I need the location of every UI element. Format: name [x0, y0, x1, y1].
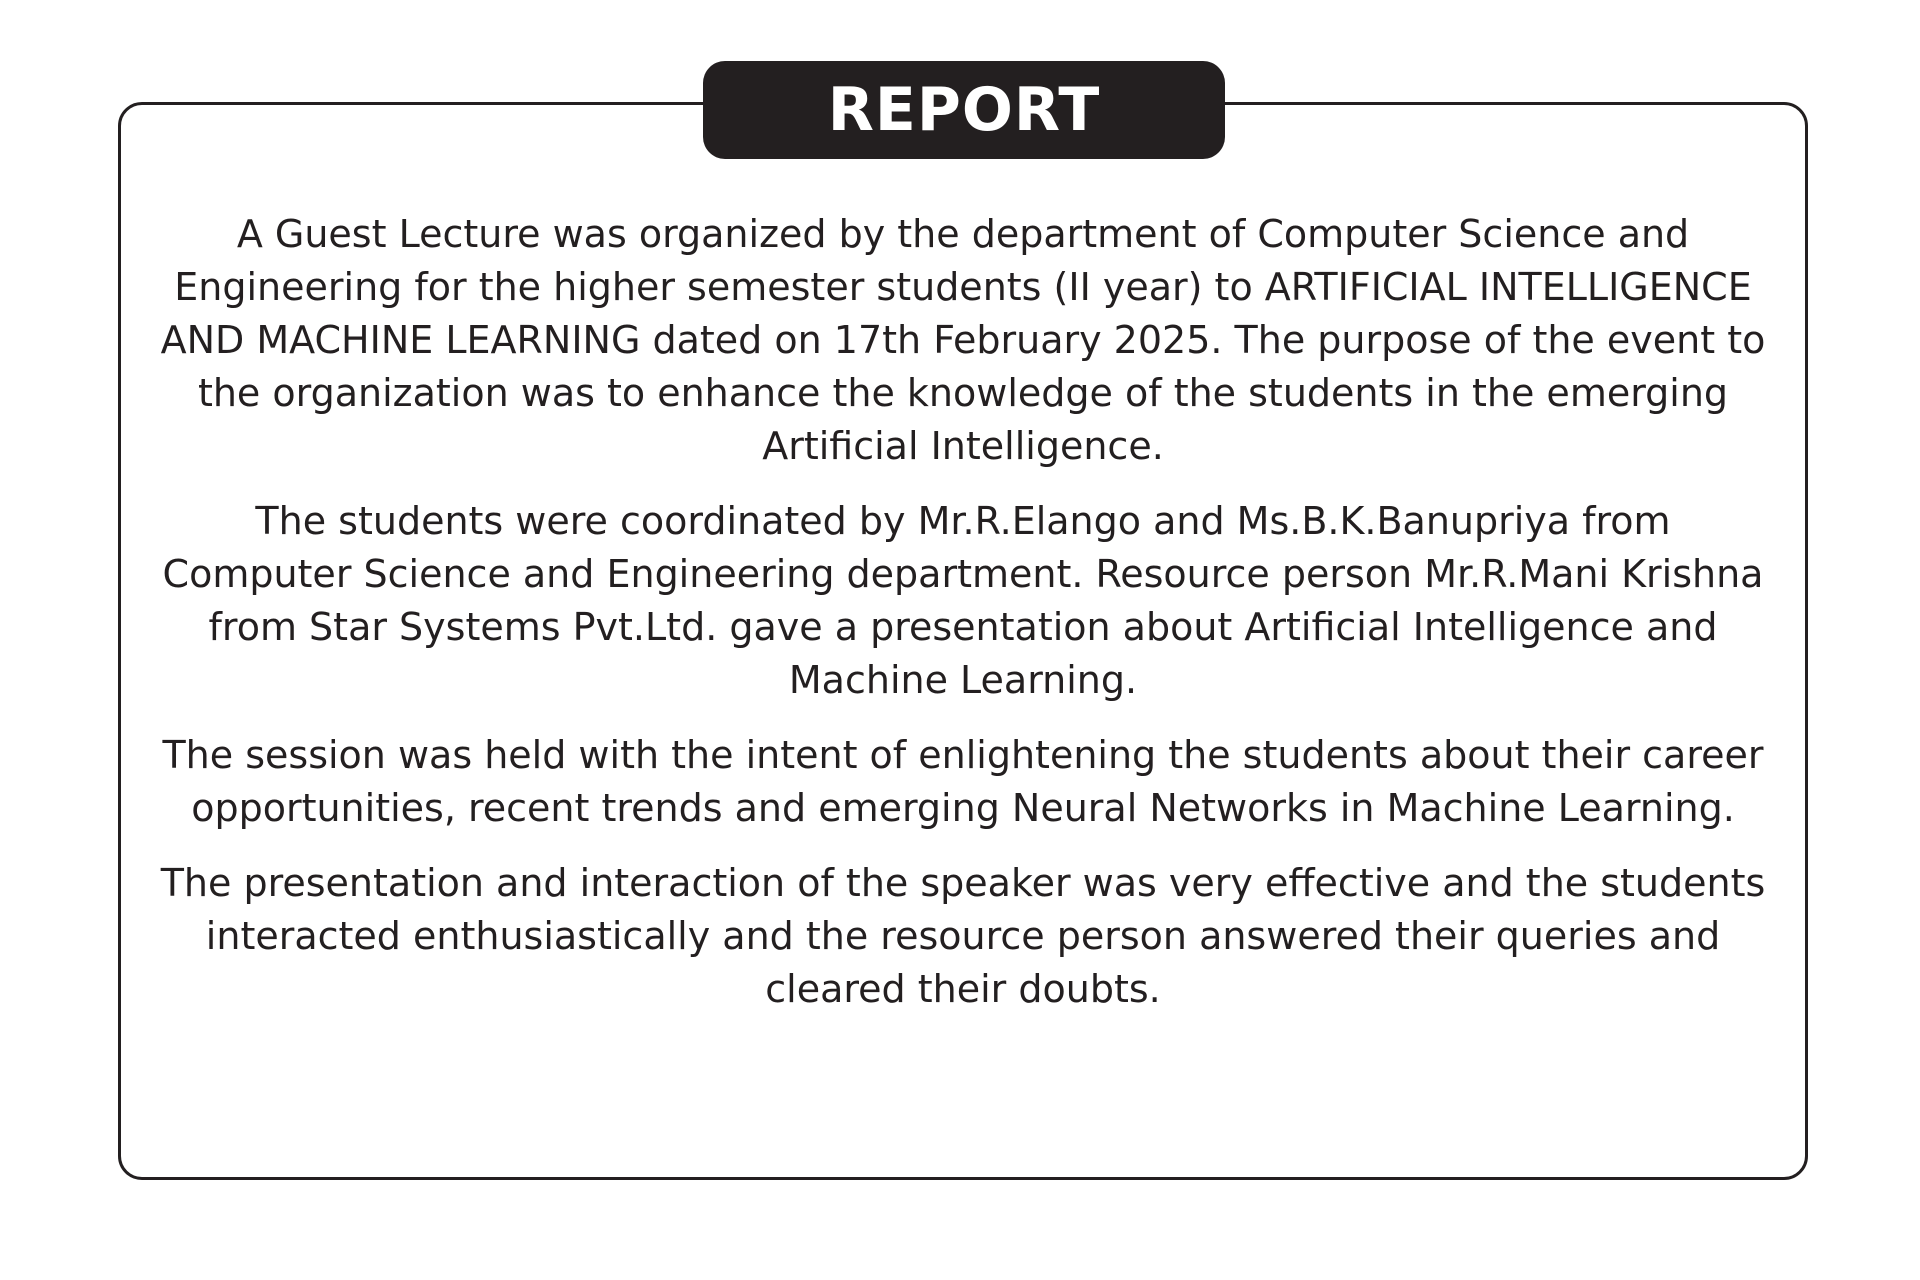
- paragraph-session: The session was held with the intent of enlightening the students about their career opportunities, recent trends and emerging Neural Networks in Machine Learning.: [162, 733, 1764, 830]
- report-title: REPORT: [827, 75, 1101, 145]
- report-title-badge: [703, 61, 1225, 159]
- paragraph-intro: A Guest Lecture was organized by the department of Computer Science and Engineering for the higher semester students (II year) to ARTIFICIAL INTELLIGENCE AND MACHINE LEARNING dated on 17th February 2025. The purpose of the event to the organization was to enhance the knowledge of the students in the emerging Artificial Intelligence.: [160, 212, 1766, 468]
- paragraph-feedback: The presentation and interaction of the speaker was very effective and the students interacted enthusiastically and the resource person answered their queries and cleared their doubts.: [160, 861, 1766, 1011]
- paragraph-coordinators: The students were coordinated by Mr.R.Elango and Ms.B.K.Banupriya from Computer Science and Engineering department. Resource person Mr.R.Mani Krishna from Star Systems Pvt.Ltd. gave a presentation about Artificial Intelligence and Machine Learning.: [162, 499, 1764, 702]
- report-body: [160, 208, 1766, 1038]
